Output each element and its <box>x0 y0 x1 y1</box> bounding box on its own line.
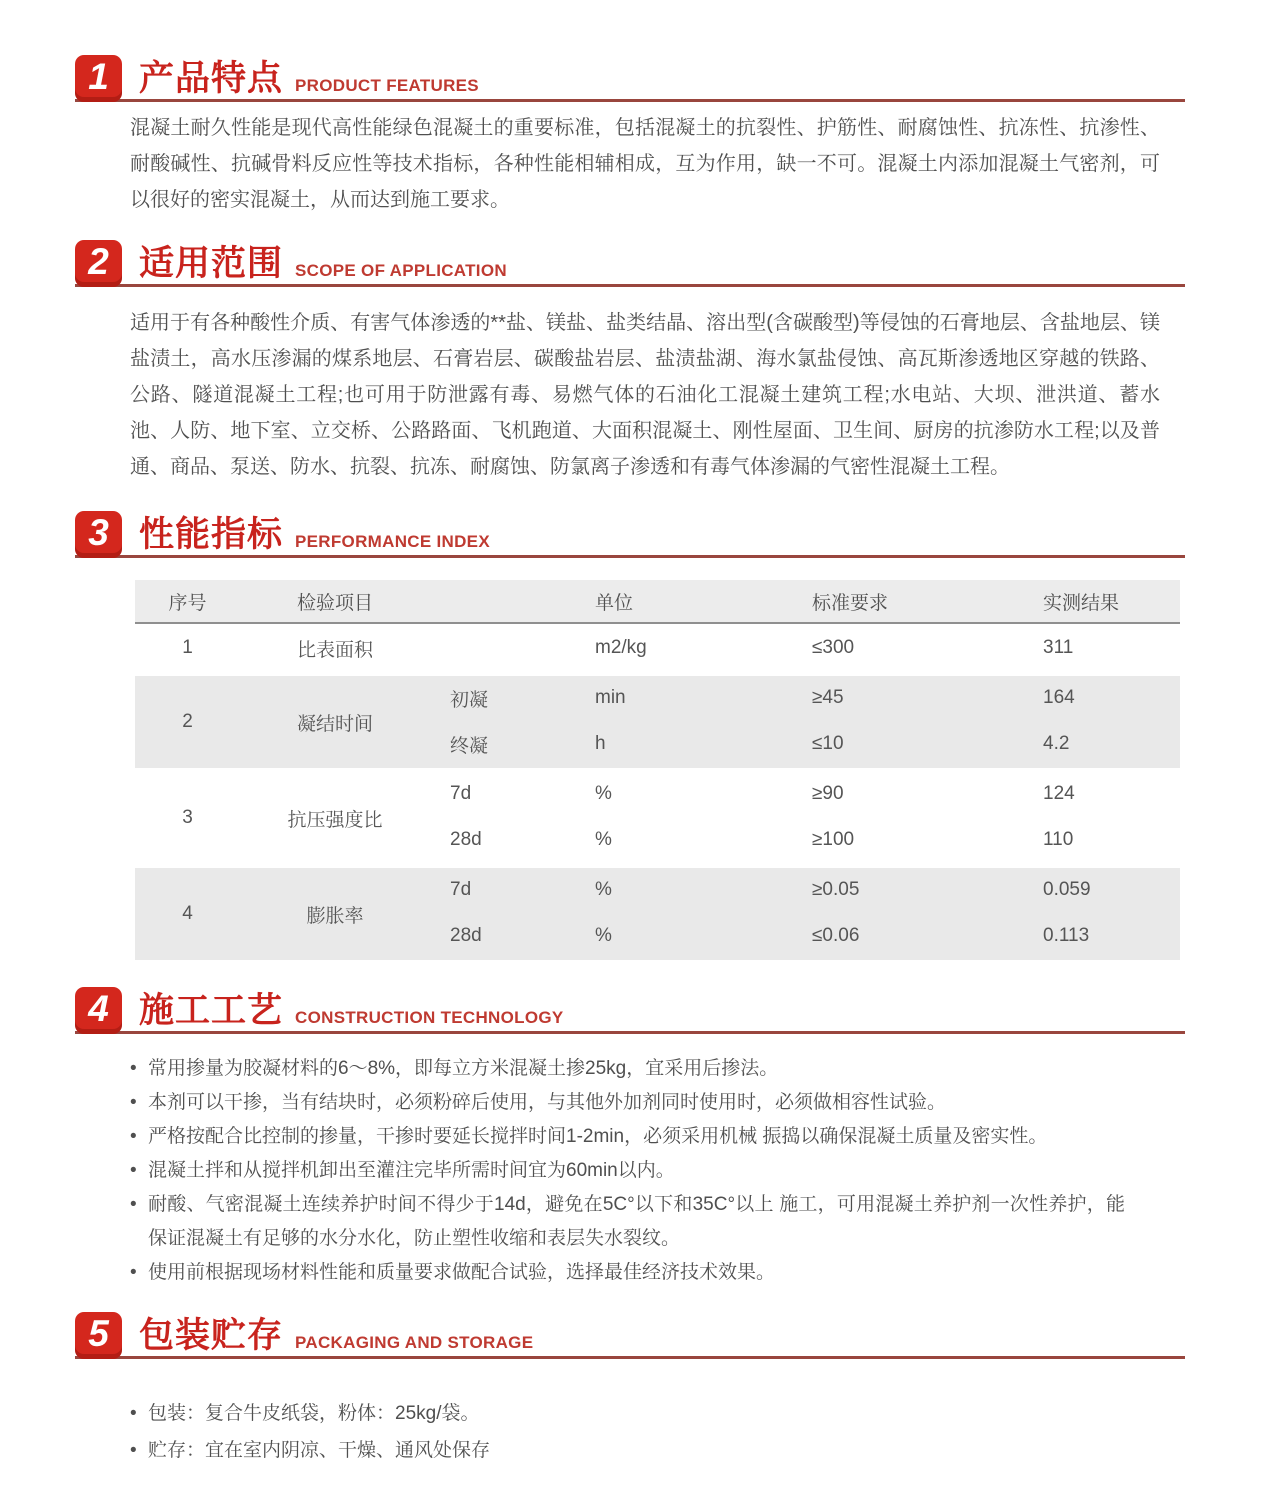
table-row <box>135 864 1180 912</box>
table-row <box>135 624 1180 672</box>
header-result: 实测结果 <box>1020 580 1180 624</box>
section-scope-of-application <box>75 240 1185 485</box>
cell-item: 比表面积 <box>296 639 373 661</box>
cell-unit: m2/kg <box>595 637 647 658</box>
section-1-paragraph: 混凝土耐久性能是现代高性能绿色混凝土的重要标准，包括混凝土的抗裂性、护筋性、耐腐蚀性、抗冻性、抗渗性、耐酸碱性、抗碱骨料反应性等技术指标，各种性能相辅相成，互为作用，缺一不可。混凝土内添加混凝土气密剂，可以很好的密实混凝土，从而达到施工要求。 <box>130 117 1160 211</box>
section-1-header <box>75 55 1185 102</box>
section-4-header <box>75 987 1185 1034</box>
cell-sub <box>430 624 575 672</box>
header-standard: 标准要求 <box>790 580 1020 624</box>
cell-unit: % <box>575 864 790 912</box>
section-3-header <box>75 511 1185 558</box>
cell-standard: ≤300 <box>812 637 855 658</box>
performance-index-table <box>135 580 1180 960</box>
cell-standard: ≤10 <box>790 720 1020 768</box>
section-1-title: 产品特点 <box>139 59 284 98</box>
section-4-subtitle: CONSTRUCTION TECHNOLOGY <box>295 1008 564 1027</box>
cell-sub: 28d <box>430 912 575 960</box>
table-row <box>135 768 1180 816</box>
cell-item: 凝结时间 <box>240 672 430 768</box>
cell-sub: 初凝 <box>430 672 575 720</box>
cell-sub: 28d <box>450 829 482 850</box>
cell-no: 1 <box>182 637 193 658</box>
cell-item: 抗压强度比 <box>240 768 430 864</box>
bullet-item: • 常用掺量为胶凝材料的6～8%，即每立方米混凝土掺25kg，宜采用后掺法。 <box>130 1052 1125 1086</box>
cell-sub: 终凝 <box>430 720 575 768</box>
cell-unit: % <box>595 829 612 850</box>
cell-standard: ≥90 <box>790 768 1020 816</box>
header-no: 序号 <box>135 580 240 624</box>
table-header-row <box>135 580 1180 624</box>
cell-unit: % <box>575 768 790 816</box>
cell-result: 4.2 <box>1020 720 1180 768</box>
section-2-title: 适用范围 <box>139 244 284 283</box>
cell-result: 124 <box>1020 768 1180 816</box>
section-5-subtitle: PACKAGING AND STORAGE <box>295 1333 534 1352</box>
header-sub-spacer <box>430 580 575 624</box>
cell-standard: ≥100 <box>812 829 855 850</box>
bullet-item: • 贮存：宜在室内阴凉、干燥、通风处保存 <box>130 1432 1125 1469</box>
section-1-subtitle: PRODUCT FEATURES <box>295 76 479 95</box>
bullet-item: • 混凝土拌和从搅拌机卸出至灌注完毕所需时间宜为60min以内。 <box>130 1154 1125 1188</box>
bullet-item: • 本剂可以干掺，当有结块时，必须粉碎后使用，与其他外加剂同时使用时，必须做相容性试验。 <box>130 1086 1125 1120</box>
section-3-title: 性能指标 <box>139 515 284 554</box>
header-item: 检验项目 <box>240 580 430 624</box>
section-2-paragraph: 适用于有各种酸性介质、有害气体渗透的**盐、镁盐、盐类结晶、溶出型(含碳酸型)等侵蚀的石膏地层、含盐地层、镁盐渍土，高水压渗漏的煤系地层、石膏岩层、碳酸盐岩层、盐渍盐湖、海水氯盐侵蚀、高瓦斯渗透地区穿越的铁路、公路、隧道混凝土工程;也可用于防泄露有毒、易燃气体的石油化工混凝土建筑工程;水电站、大坝、泄洪道、蓄水池、人防、地下室、立交桥、公路路面、飞机跑道、大面积混凝土、刚性屋面、卫生间、厨房的抗渗防水工程;以及普通、商品、泵送、防水、抗裂、抗冻、耐腐蚀、防氯离子渗透和有毒气体渗漏的气密性混凝土工程。 <box>130 312 1160 478</box>
section-2-header <box>75 240 1185 287</box>
section-1-number-badge: 1 <box>75 55 122 102</box>
section-performance-index <box>75 511 1185 960</box>
cell-no: 4 <box>135 864 240 960</box>
section-2-subtitle: SCOPE OF APPLICATION <box>295 261 507 280</box>
cell-unit: % <box>575 912 790 960</box>
cell-sub: 7d <box>430 864 575 912</box>
section-product-features <box>75 55 1185 218</box>
table-row <box>135 672 1180 720</box>
bullet-item: • 使用前根据现场材料性能和质量要求做配合试验，选择最佳经济技术效果。 <box>130 1256 1125 1290</box>
section-5-title: 包装贮存 <box>139 1316 284 1355</box>
cell-result: 0.113 <box>1020 912 1180 960</box>
section-3-subtitle: PERFORMANCE INDEX <box>295 532 490 551</box>
construction-bullet-list <box>130 1052 1185 1290</box>
section-3-number-badge: 3 <box>75 511 122 558</box>
bullet-item: • 严格按配合比控制的掺量，干掺时要延长搅拌时间1-2min，必须采用机械 振捣以确保混凝土质量及密实性。 <box>130 1120 1125 1154</box>
section-4-title: 施工工艺 <box>139 991 284 1030</box>
cell-result: 110 <box>1043 829 1074 850</box>
cell-result: 164 <box>1020 672 1180 720</box>
cell-unit: h <box>575 720 790 768</box>
cell-sub: 7d <box>430 768 575 816</box>
cell-item: 膨胀率 <box>240 864 430 960</box>
cell-standard: ≤0.06 <box>790 912 1020 960</box>
section-4-number-badge: 4 <box>75 987 122 1034</box>
cell-no: 2 <box>135 672 240 768</box>
cell-unit: min <box>575 672 790 720</box>
cell-result: 0.059 <box>1020 864 1180 912</box>
section-5-number-badge: 5 <box>75 1312 122 1359</box>
cell-no: 3 <box>135 768 240 864</box>
section-2-number-badge: 2 <box>75 240 122 287</box>
cell-standard: ≥45 <box>790 672 1020 720</box>
cell-result: 311 <box>1043 637 1074 658</box>
bullet-item: • 包装：复合牛皮纸袋，粉体：25kg/袋。 <box>130 1395 1125 1432</box>
section-packaging-storage <box>75 1312 1185 1469</box>
bullet-item: • 耐酸、气密混凝土连续养护时间不得少于14d，避免在5C°以下和35C°以上 施工，可用混凝土养护剂一次性养护，能保证混凝土有足够的水分水化，防止塑性收缩和表层失水裂纹。 <box>130 1188 1125 1256</box>
cell-standard: ≥0.05 <box>790 864 1020 912</box>
section-construction-technology <box>75 987 1185 1290</box>
section-5-header <box>75 1312 1185 1359</box>
header-unit: 单位 <box>575 580 790 624</box>
packaging-bullet-list <box>130 1395 1185 1469</box>
